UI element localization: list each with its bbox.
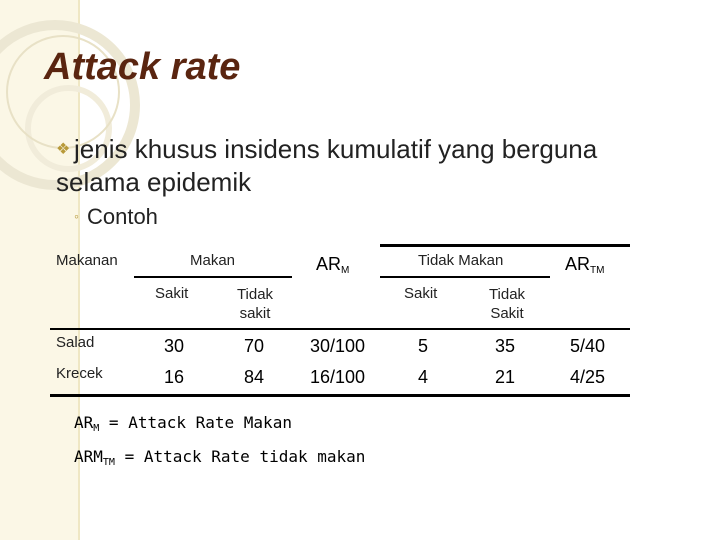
definition-ar-m <box>74 413 292 434</box>
row-value: 16/100 <box>310 367 366 387</box>
header-makanan: Makanan <box>56 252 118 269</box>
header-makan: Makan <box>190 252 236 269</box>
definition-ar-tm-text: = Attack Rate tidak makan <box>114 447 366 466</box>
definition-ar-tm-sub: TM <box>102 457 115 468</box>
main-bullet <box>56 133 676 198</box>
table-bottom-rule <box>50 394 630 397</box>
table-header-rule <box>50 328 630 330</box>
header-sakit-tidak: Sakit <box>404 285 438 302</box>
header-tidak-sakit-tidak: Tidak Sakit <box>488 286 526 322</box>
row-food: Krecek <box>56 365 103 382</box>
row-food: Salad <box>56 334 95 351</box>
header-ar-m <box>316 254 349 276</box>
row-value: 16 <box>164 367 185 387</box>
header-ar-tm-main: AR <box>565 254 591 274</box>
table-rule <box>380 276 550 278</box>
definition-ar-tm <box>74 447 365 468</box>
row-value: 84 <box>244 367 265 387</box>
definition-ar-m-main: AR <box>74 413 94 432</box>
header-tidak-makan: Tidak Makan <box>418 252 504 269</box>
definition-ar-m-text: = Attack Rate Makan <box>99 413 292 432</box>
slide-title: Attack rate <box>44 46 241 88</box>
sub-bullet-text: Contoh <box>86 204 158 229</box>
row-value: 5 <box>418 336 429 356</box>
header-sakit-makan: Sakit <box>155 285 189 302</box>
header-ar-tm-sub: TM <box>590 265 605 276</box>
header-ar-tm <box>565 254 604 276</box>
header-tidak-sakit-makan: Tidak sakit <box>236 286 274 322</box>
row-value: 35 <box>495 336 516 356</box>
main-bullet-text: jenis khusus insidens kumulatif yang berguna selama epidemik <box>56 134 598 197</box>
header-ar-m-main: AR <box>316 254 342 274</box>
row-value: 4/25 <box>570 367 606 387</box>
bullet-icon: ❖ <box>56 141 71 158</box>
table-rule <box>134 276 292 278</box>
row-value: 30 <box>164 336 185 356</box>
definition-ar-m-sub: M <box>93 423 100 434</box>
sub-bullet-icon: ◦ <box>74 208 79 224</box>
row-value: 70 <box>244 336 265 356</box>
table-top-rule <box>380 244 630 247</box>
row-value: 5/40 <box>570 336 606 356</box>
row-value: 30/100 <box>310 336 366 356</box>
row-value: 21 <box>495 367 516 387</box>
row-value: 4 <box>418 367 429 387</box>
header-ar-m-sub: M <box>341 265 350 276</box>
sub-bullet <box>74 204 158 230</box>
definition-ar-tm-main: ARM <box>74 447 103 466</box>
